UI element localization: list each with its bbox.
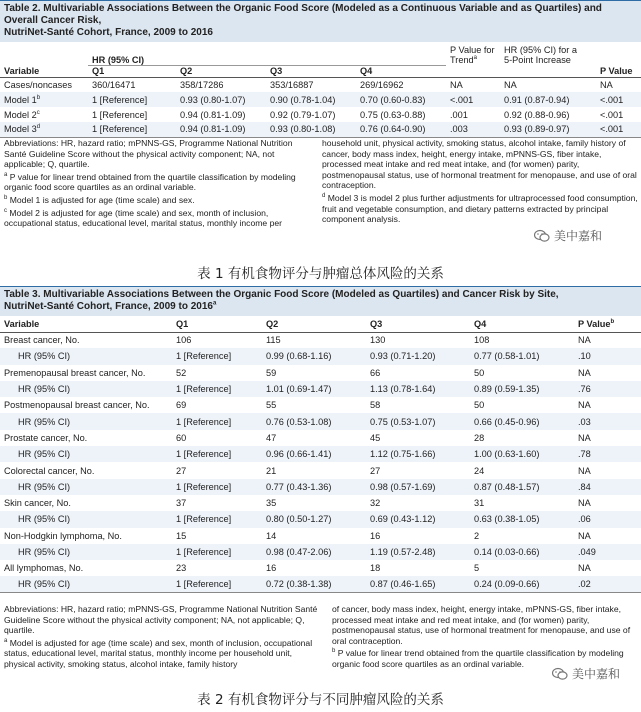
cell-p: .10 <box>574 348 641 364</box>
table-row <box>0 381 641 397</box>
cell-p: NA <box>578 563 591 574</box>
row-label-sup: b <box>36 94 41 101</box>
cell-q2: 59 <box>266 367 277 378</box>
cell-q4: 50 <box>474 400 485 411</box>
cell-q1: 1 [Reference] <box>172 348 262 364</box>
cell-q2: 358/17286 <box>180 79 224 90</box>
table-row <box>0 479 641 495</box>
table3-note: Abbreviations: HR, hazard ratio; mPNNS-GS, Programme National Nutrition Santé Guideline Score without the physical activity component; NA, not applicable; Q, quartile. <box>4 604 318 636</box>
table3-title <box>0 286 641 316</box>
cell-q2: 0.77 (0.43-1.36) <box>262 479 366 495</box>
note-sup: c <box>4 207 7 214</box>
cell-q1: 1 [Reference] <box>88 92 176 107</box>
table3-col-q2: Q2 <box>262 316 366 332</box>
cell-q1: 1 [Reference] <box>172 479 262 495</box>
table-row <box>0 528 641 544</box>
table3-col-q1: Q1 <box>172 316 262 332</box>
table2-title-line2: NutriNet-Santé Cohort, France, 2009 to 2016 <box>4 27 213 38</box>
cell-q4: 0.66 (0.45-0.96) <box>470 413 574 429</box>
cell-q2: 0.76 (0.53-1.08) <box>262 413 366 429</box>
cell-q1: 60 <box>176 432 187 443</box>
row-label <box>0 92 88 107</box>
hr5-line2: 5-Point Increase <box>504 55 571 65</box>
cell-p: .03 <box>574 413 641 429</box>
table2-notes-left <box>4 138 310 231</box>
table2-title-line1: Table 2. Multivariable Associations Between the Organic Food Score (Modeled as a Continuous Variable and as Quartiles) and Overall Cancer Risk, <box>4 3 602 26</box>
cell-q3: 1.12 (0.75-1.66) <box>366 446 470 462</box>
cell-q3: 1.13 (0.78-1.64) <box>366 381 470 397</box>
row-label: HR (95% CI) <box>0 544 172 560</box>
cell-q2: 14 <box>266 530 277 541</box>
cell-q1: 106 <box>176 335 192 346</box>
cell-q1: 1 [Reference] <box>172 511 262 527</box>
table2-group-hr5 <box>500 42 596 65</box>
cell-p: .84 <box>574 479 641 495</box>
table-row <box>0 544 641 560</box>
table2-col-pvalue: P Value <box>596 65 641 77</box>
table2-group-blank <box>0 42 88 65</box>
cell-p: NA <box>600 79 613 90</box>
table2-col-q2: Q2 <box>176 65 266 77</box>
table2-col-hr5 <box>500 65 596 77</box>
table-row <box>0 365 641 381</box>
table2-group-blank2 <box>596 42 641 65</box>
table3-col-q3: Q3 <box>366 316 470 332</box>
row-label: Breast cancer, No. <box>4 335 80 346</box>
cell-q3: 66 <box>370 367 381 378</box>
cell-q1: 1 [Reference] <box>88 122 176 137</box>
watermark-text: 美中嘉和 <box>572 667 621 681</box>
cell-q2: 1.01 (0.69-1.47) <box>262 381 366 397</box>
cell-q3: 130 <box>370 335 386 346</box>
cell-q1: 1 [Reference] <box>172 381 262 397</box>
cell-q3: 0.93 (0.71-1.20) <box>366 348 470 364</box>
row-label-text: Model 1 <box>4 94 37 105</box>
table-row <box>0 77 641 92</box>
watermark <box>530 226 606 245</box>
table2-col-q1: Q1 <box>88 65 176 77</box>
row-label: HR (95% CI) <box>0 413 172 429</box>
cell-q3: 0.92 (0.79-1.07) <box>270 109 336 120</box>
table-row <box>0 122 641 137</box>
table2-col-ptrend <box>446 65 500 77</box>
note-text: Model 1 is adjusted for age (time scale) and sex. <box>9 194 195 205</box>
cell-q2: 0.96 (0.66-1.41) <box>262 446 366 462</box>
note-text: Model 3 is model 2 plus further adjustments for ultraprocessed food consumption, fruit and vegetable consumption, and dietary patterns extracted by principal component analysis. <box>322 192 638 225</box>
cell-q4: 0.63 (0.38-1.05) <box>470 511 574 527</box>
cell-q4: 50 <box>474 367 485 378</box>
cell-q2: 0.80 (0.50-1.27) <box>262 511 366 527</box>
table3-block <box>0 286 641 593</box>
cell-q4: 1.00 (0.63-1.60) <box>470 446 574 462</box>
cell-p: NA <box>578 530 591 541</box>
cell-p: .02 <box>574 576 641 592</box>
cell-p: <.001 <box>596 122 641 137</box>
wechat-icon <box>552 667 568 681</box>
note-text: P value for linear trend obtained from the quartile classification by modeling organic food score quartiles as an ordinal variable. <box>4 171 296 193</box>
row-label: Colorectal cancer, No. <box>4 465 95 476</box>
cell-q1: 37 <box>176 498 187 509</box>
table2-col-q4: Q4 <box>356 65 446 77</box>
row-label: Premenopausal breast cancer, No. <box>4 367 146 378</box>
cell-q3: 16 <box>370 530 381 541</box>
table2-note <box>4 195 310 206</box>
table3-title-line2-wrap <box>4 301 637 313</box>
cell-q4: 0.70 (0.60-0.83) <box>356 92 446 107</box>
table3-caption: 表 2 有机食物评分与不同肿瘤风险的关系 <box>197 692 444 708</box>
cell-q3: 27 <box>370 465 381 476</box>
row-label: HR (95% CI) <box>0 479 172 495</box>
cell-q4: 0.77 (0.58-1.01) <box>470 348 574 364</box>
note-sup: b <box>332 648 336 655</box>
row-label: HR (95% CI) <box>0 381 172 397</box>
table2 <box>0 42 641 138</box>
cell-p: NA <box>578 400 591 411</box>
row-label: HR (95% CI) <box>0 511 172 527</box>
cell-q3: 0.93 (0.80-1.08) <box>266 122 356 137</box>
cell-ptrend: <.001 <box>446 92 500 107</box>
cell-q2: 0.98 (0.47-2.06) <box>262 544 366 560</box>
cell-q2: 55 <box>266 400 277 411</box>
table-row <box>0 560 641 576</box>
cell-q4: 0.87 (0.48-1.57) <box>470 479 574 495</box>
table-row <box>0 446 641 462</box>
cell-q1: 69 <box>176 400 187 411</box>
cell-p: <.001 <box>600 109 624 120</box>
table2-note <box>4 208 310 229</box>
table3-notes-left <box>4 604 320 672</box>
note-text: Model 2 is adjusted for age (time scale) and sex, month of inclusion, occupational status, educational level, marital status, monthly income per <box>4 207 283 229</box>
row-label: All lymphomas, No. <box>4 563 84 574</box>
cell-hr5: 0.91 (0.87-0.94) <box>500 92 596 107</box>
table3-col-variable: Variable <box>0 316 172 332</box>
cell-q3: 58 <box>370 400 381 411</box>
table3-notes-right <box>332 604 638 672</box>
cell-q2: 47 <box>266 432 277 443</box>
cell-q2: 21 <box>266 465 277 476</box>
cell-q2: 0.93 (0.80-1.07) <box>176 92 266 107</box>
cell-hr5: 0.92 (0.88-0.96) <box>504 109 570 120</box>
cell-q2: 0.99 (0.68-1.16) <box>262 348 366 364</box>
table2-note <box>4 172 310 193</box>
cell-q4: 31 <box>474 498 485 509</box>
cell-q4: 269/16962 <box>360 79 404 90</box>
cell-p: .049 <box>574 544 641 560</box>
row-label-text: Model 2 <box>4 109 37 120</box>
cell-q1: 15 <box>176 530 187 541</box>
ptrend-line1: P Value for <box>450 45 495 55</box>
cell-q2: 115 <box>266 335 281 346</box>
table2-block <box>0 0 641 138</box>
cell-q4: 0.24 (0.09-0.66) <box>470 576 574 592</box>
table2-title <box>0 0 641 42</box>
cell-q1: 1 [Reference] <box>172 576 262 592</box>
table3-col-pvalue <box>574 316 641 332</box>
cell-hr5: 0.93 (0.89-0.97) <box>500 122 596 137</box>
cell-q1: 52 <box>176 367 187 378</box>
cell-q2: 0.72 (0.38-1.38) <box>262 576 366 592</box>
table-row <box>0 107 641 122</box>
table-row <box>0 430 641 446</box>
cell-q4: 0.89 (0.59-1.35) <box>470 381 574 397</box>
cell-p: NA <box>578 367 591 378</box>
wechat-icon <box>534 229 550 243</box>
cell-q4: 24 <box>474 465 485 476</box>
cell-hr5: NA <box>504 79 517 90</box>
cell-q3: 1.19 (0.57-2.48) <box>366 544 470 560</box>
cell-p: NA <box>578 335 591 346</box>
pvalue-label: P Value <box>578 318 611 329</box>
cell-p: .76 <box>574 381 641 397</box>
cell-p: NA <box>578 432 591 443</box>
table2-note: household unit, physical activity, smoking status, alcohol intake, family history of cancer, body mass index, height, energy intake, mPNNS-GS, fiber intake, processed meat intake and red meat intake, and (for women) parity, postmenopausal status, use of hormonal treatment for menopause, and use of oral contraception. <box>322 138 637 191</box>
table3 <box>0 316 641 593</box>
table2-body <box>0 77 641 137</box>
ptrend-line2: Trend <box>450 55 474 65</box>
table3-note: of cancer, body mass index, height, energy intake, mPNNS-GS, fiber intake, processed meat intake and red meat intake, and (for women) parity, postmenopausal status, use of hormonal treatment for menopause, and use of oral contraception. <box>332 604 631 646</box>
cell-q3: 0.75 (0.53-1.07) <box>366 413 470 429</box>
table2-group-ptrend <box>446 42 500 65</box>
table-row <box>0 576 641 592</box>
table-row <box>0 332 641 348</box>
cell-q4: 28 <box>474 432 485 443</box>
cell-ptrend: .003 <box>446 122 500 137</box>
cell-q2: 16 <box>266 563 277 574</box>
table3-note <box>4 638 320 670</box>
cell-q2: 0.94 (0.81-1.09) <box>176 122 266 137</box>
cell-q4: 0.75 (0.63-0.88) <box>360 109 426 120</box>
note-text: Model is adjusted for age (time scale) and sex, month of inclusion, occupational status, educational level, marital status, monthly income per household unit, physical activity, smoking status, alcohol intake, family history <box>4 637 313 669</box>
table2-col-variable: Variable <box>0 65 88 77</box>
watermark <box>548 664 624 683</box>
cell-ptrend: .001 <box>450 109 468 120</box>
cell-q1: 1 [Reference] <box>172 413 262 429</box>
table-row <box>0 348 641 364</box>
row-label: HR (95% CI) <box>0 446 172 462</box>
cell-p: NA <box>578 465 591 476</box>
row-label: Cases/noncases <box>4 79 72 90</box>
row-label-sup: d <box>36 124 41 131</box>
row-label: Skin cancer, No. <box>4 498 71 509</box>
cell-q3: 0.87 (0.46-1.65) <box>366 576 470 592</box>
cell-q1: 1 [Reference] <box>172 446 262 462</box>
row-label: HR (95% CI) <box>0 576 172 592</box>
cell-p: .06 <box>574 511 641 527</box>
table2-caption: 表 1 有机食物评分与肿瘤总体风险的关系 <box>197 266 444 282</box>
cell-q3: 0.90 (0.78-1.04) <box>266 92 356 107</box>
ptrend-sup: a <box>473 54 478 61</box>
pvalue-sup: b <box>610 318 615 325</box>
cell-p: NA <box>578 498 591 509</box>
table2-note: Abbreviations: HR, hazard ratio; mPNNS-GS, Programme National Nutrition Santé Guideline Score without the physical activity component; NA, not applicable; Q, quartile. <box>4 138 293 170</box>
table2-col-q3: Q3 <box>266 65 356 77</box>
table-row <box>0 92 641 107</box>
table3-body <box>0 332 641 593</box>
row-label-sup: c <box>36 109 40 116</box>
cell-q3: 0.69 (0.43-1.12) <box>366 511 470 527</box>
cell-q4: 5 <box>474 563 480 574</box>
table3-col-q4: Q4 <box>470 316 574 332</box>
row-label-text: Model 3 <box>4 124 37 135</box>
cell-q3: 32 <box>370 498 381 509</box>
cell-q3: 353/16887 <box>270 79 314 90</box>
table-row <box>0 462 641 478</box>
cell-q2: 35 <box>266 498 277 509</box>
watermark-text: 美中嘉和 <box>554 229 603 243</box>
table-row <box>0 397 641 413</box>
table3-title-sup: a <box>212 300 217 307</box>
hr5-line1: HR (95% CI) for a <box>504 45 578 55</box>
cell-q1: 27 <box>176 465 187 476</box>
cell-q1: 1 [Reference] <box>172 544 262 560</box>
cell-q4: 0.14 (0.03-0.66) <box>470 544 574 560</box>
cell-q2: 0.94 (0.81-1.09) <box>180 109 246 120</box>
note-sup: d <box>322 193 326 200</box>
note-sup: a <box>4 637 8 644</box>
cell-q3: 45 <box>370 432 381 443</box>
cell-q3: 0.98 (0.57-1.69) <box>366 479 470 495</box>
cell-p: <.001 <box>596 92 641 107</box>
table2-group-hr: HR (95% CI) <box>88 42 446 65</box>
cell-q3: 18 <box>370 563 381 574</box>
note-sup: a <box>4 171 8 178</box>
table-row <box>0 511 641 527</box>
cell-q1: 360/16471 <box>92 79 136 90</box>
cell-ptrend: NA <box>450 79 463 90</box>
table2-notes-right <box>322 138 638 227</box>
cell-q1: 23 <box>176 563 187 574</box>
row-label <box>0 107 88 122</box>
row-label: Postmenopausal breast cancer, No. <box>4 400 150 411</box>
table3-title-line2: NutriNet-Santé Cohort, France, 2009 to 2016 <box>4 301 213 312</box>
note-text: P value for linear trend obtained from the quartile classification by modeling organic food score quartiles as an ordinal variable. <box>332 648 624 669</box>
row-label: HR (95% CI) <box>0 348 172 364</box>
cell-q4: 0.76 (0.64-0.90) <box>356 122 446 137</box>
table-row <box>0 413 641 429</box>
cell-p: .78 <box>574 446 641 462</box>
table2-note <box>322 193 638 225</box>
table3-title-line1: Table 3. Multivariable Associations Between the Organic Food Score (Modeled as Quartiles) and Cancer Risk by Site, <box>4 289 559 300</box>
note-sup: b <box>4 195 8 202</box>
table-row <box>0 495 641 511</box>
row-label: Prostate cancer, No. <box>4 432 88 443</box>
cell-q4: 108 <box>474 335 490 346</box>
row-label <box>0 122 88 137</box>
cell-q1: 1 [Reference] <box>92 109 148 120</box>
cell-q4: 2 <box>474 530 480 541</box>
row-label: Non-Hodgkin lymphoma, No. <box>4 530 122 541</box>
